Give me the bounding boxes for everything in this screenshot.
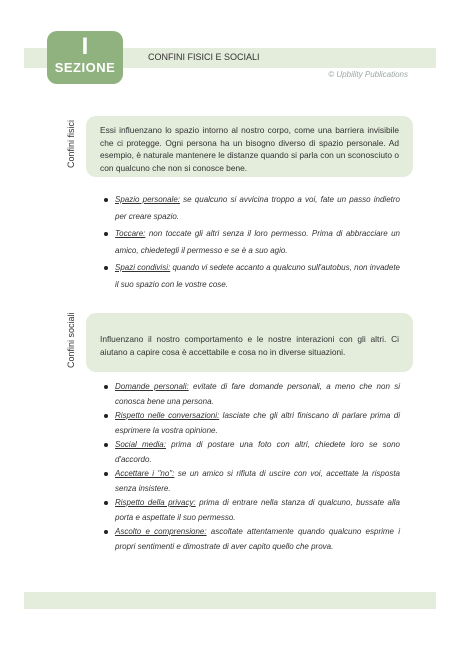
item-text: evitate di fare domande personali, a meno che non si conosca bene una persona. <box>115 382 400 406</box>
item-term: Spazio personale: <box>115 195 180 204</box>
list-item <box>104 467 400 496</box>
item-text: se qualcuno si avvicina troppo a voi, fate un passo indietro per creare spazio. <box>115 195 400 221</box>
item-term: Ascolto e comprensione: <box>115 527 207 536</box>
copyright-notice: © Upbility Publications <box>328 70 408 79</box>
list-item <box>104 438 400 467</box>
item-term: Domande personali: <box>115 382 189 391</box>
list-item <box>104 226 400 259</box>
item-text: prima di postare una foto con altri, chiedete loro se sono d'accordo. <box>115 440 400 464</box>
page-title: CONFINI FISICI E SOCIALI <box>148 52 260 62</box>
list-item <box>104 496 400 525</box>
item-term: Toccare: <box>115 229 146 238</box>
item-text: lasciate che gli altri finiscano di parlare prima di esprimere la vostra opinione. <box>115 411 400 435</box>
side-label-physical: Confini fisici <box>66 119 76 168</box>
list-item <box>104 192 400 225</box>
list-item <box>104 409 400 438</box>
section-badge <box>47 31 123 84</box>
item-term: Social media: <box>115 440 166 449</box>
list-item <box>104 260 400 293</box>
item-term: Rispetto nelle conversazioni: <box>115 411 220 420</box>
section-number: I <box>81 33 89 60</box>
item-text: ascoltate attentamente quando qualcuno esprime i propri sentimenti e dimostrate di aver capito quello che prova. <box>115 527 400 551</box>
item-term: Spazi condivisi: <box>115 263 171 272</box>
section-label: SEZIONE <box>54 60 116 75</box>
item-text: quando vi sedete accanto a qualcuno sull'autobus, non invadete il suo spazio con le vostre cose. <box>115 263 400 289</box>
item-text: non toccate gli altri senza il loro permesso. Prima di abbracciare un amico, chiedetegli il permesso e se è a suo agio. <box>115 229 400 255</box>
side-label-social: Confini sociali <box>66 312 76 368</box>
list-item <box>104 525 400 554</box>
item-text: se un amico si rifiuta di uscire con voi, accettate la risposta senza insistere. <box>115 469 400 493</box>
item-term: Rispetto della privacy: <box>115 498 196 507</box>
intro-box-social: Influenzano il nostro comportamento e le nostre interazioni con gli altri. Ci aiutano a capire cosa è accettabile e cosa no in diverse situazioni. <box>86 313 413 372</box>
item-term: Accettare i "no": <box>115 469 175 478</box>
item-text: prima di entrare nella stanza di qualcuno, bussate alla porta e aspettate il suo permesso. <box>115 498 401 522</box>
footer-band <box>24 592 436 609</box>
list-social <box>104 380 400 554</box>
list-item <box>104 380 400 409</box>
intro-box-physical: Essi influenzano lo spazio intorno al nostro corpo, come una barriera invisibile che ci protegge. Ogni persona ha un bisogno diverso di spazio personale. Ad esempio, è naturale mantenere le distanze quando si parla con un sconosciuto o con qualcuno che non si conosce bene. <box>86 116 413 177</box>
list-physical <box>104 192 400 294</box>
